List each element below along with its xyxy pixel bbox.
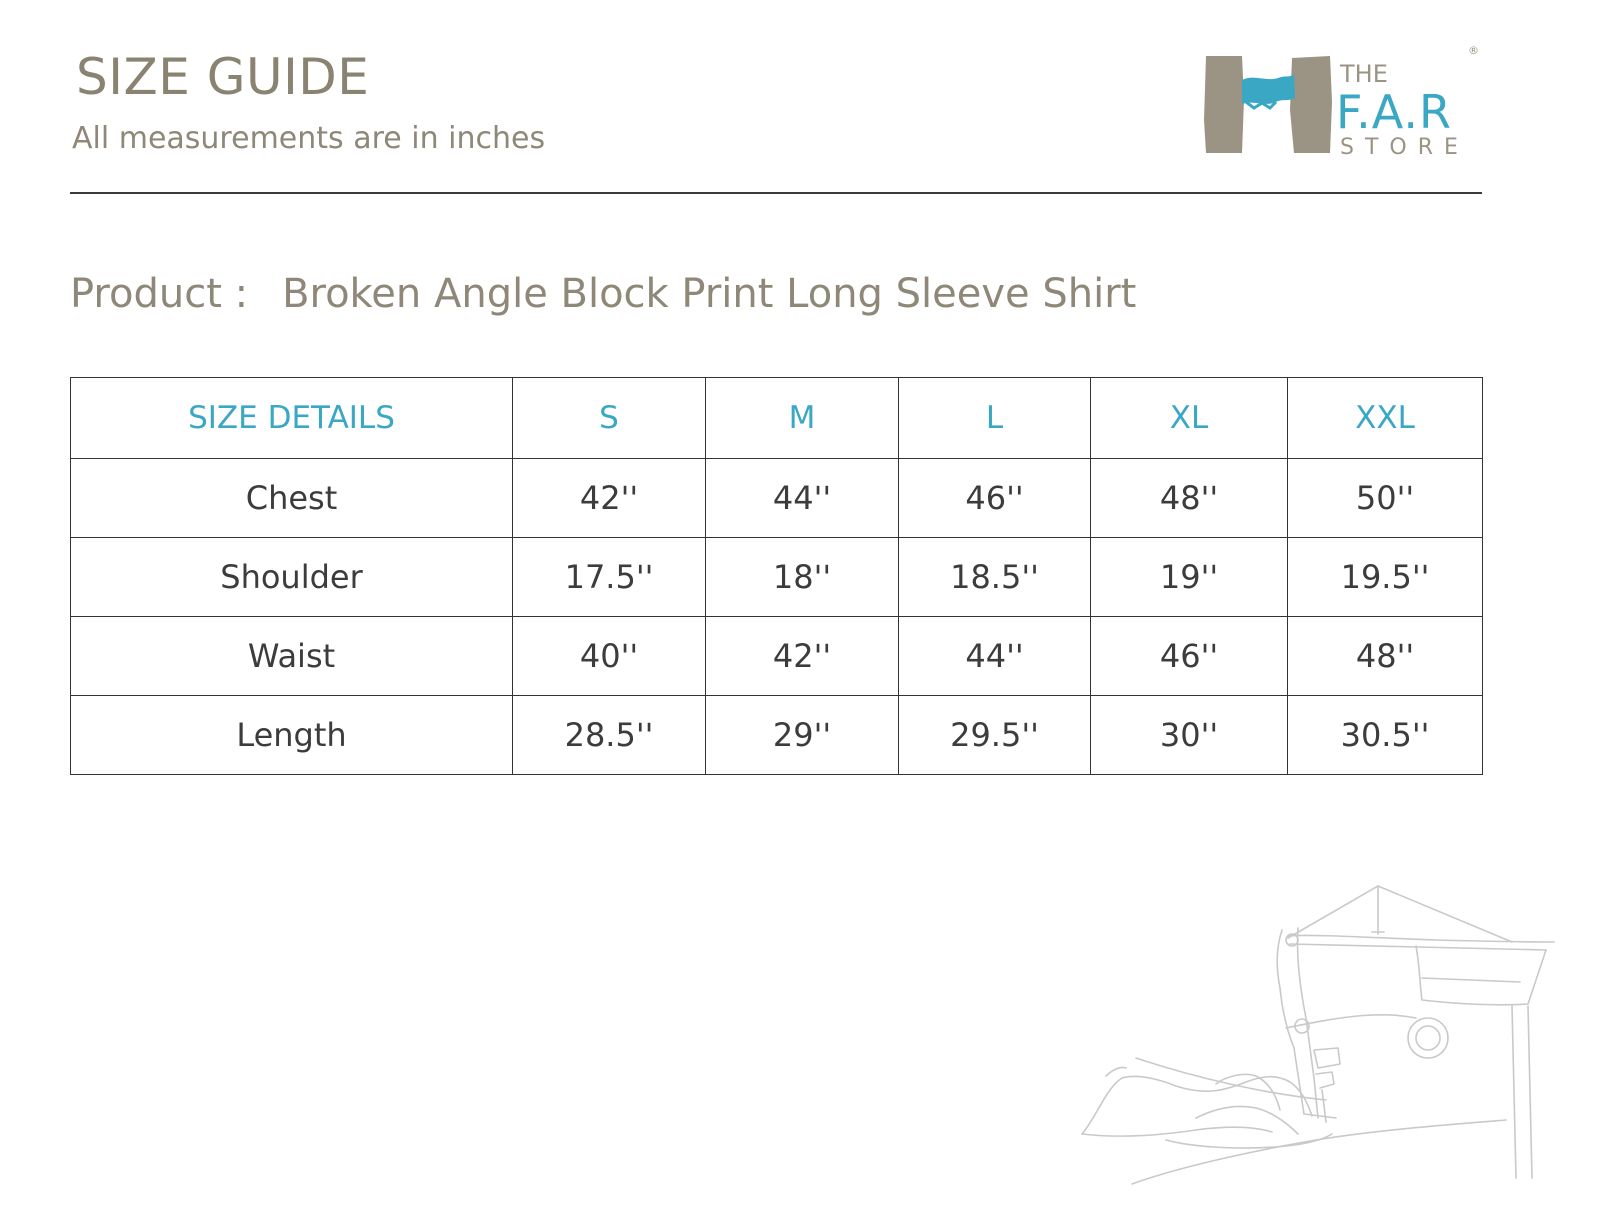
table-cell: 48'' (1288, 617, 1483, 696)
header-size-s: S (513, 378, 706, 459)
table-cell: 48'' (1091, 459, 1288, 538)
logo-line-far: F.A.R (1336, 85, 1452, 139)
table-cell: 42'' (706, 617, 899, 696)
table-header-row (71, 378, 1483, 459)
table-cell: 18'' (706, 538, 899, 617)
product-line (70, 271, 1137, 317)
logo-line-store: STORE (1340, 135, 1469, 160)
product-name: Broken Angle Block Print Long Sleeve Shirt (282, 271, 1137, 317)
table-cell: 42'' (513, 459, 706, 538)
table-row (71, 538, 1483, 617)
row-label-chest: Chest (71, 459, 513, 538)
table-cell: 40'' (513, 617, 706, 696)
page-title: SIZE GUIDE (76, 48, 370, 106)
table-cell: 30.5'' (1288, 696, 1483, 775)
row-label-shoulder: Shoulder (71, 538, 513, 617)
table-row (71, 459, 1483, 538)
table-cell: 28.5'' (513, 696, 706, 775)
brand-logo (1196, 40, 1496, 164)
table-cell: 46'' (899, 459, 1091, 538)
header-divider (70, 192, 1482, 194)
table-cell: 17.5'' (513, 538, 706, 617)
header-size-details: SIZE DETAILS (71, 378, 513, 459)
header-size-m: M (706, 378, 899, 459)
product-label: Product : (70, 271, 249, 317)
header-size-xl: XL (1091, 378, 1288, 459)
table-cell: 29.5'' (899, 696, 1091, 775)
table-cell: 18.5'' (899, 538, 1091, 617)
table-cell: 46'' (1091, 617, 1288, 696)
table-row (71, 617, 1483, 696)
logo-line-the: THE (1340, 60, 1388, 88)
page-subtitle: All measurements are in inches (72, 121, 546, 156)
sewing-machine-icon (1076, 878, 1562, 1188)
table-cell: 30'' (1091, 696, 1288, 775)
table-cell: 44'' (706, 459, 899, 538)
table-row (71, 696, 1483, 775)
table-cell: 19.5'' (1288, 538, 1483, 617)
size-table (70, 377, 1483, 775)
table-cell: 44'' (899, 617, 1091, 696)
logo-registered-mark: ® (1468, 44, 1479, 57)
table-cell: 50'' (1288, 459, 1483, 538)
row-label-waist: Waist (71, 617, 513, 696)
header-size-l: L (899, 378, 1091, 459)
row-label-length: Length (71, 696, 513, 775)
table-cell: 19'' (1091, 538, 1288, 617)
table-cell: 29'' (706, 696, 899, 775)
header-size-xxl: XXL (1288, 378, 1483, 459)
